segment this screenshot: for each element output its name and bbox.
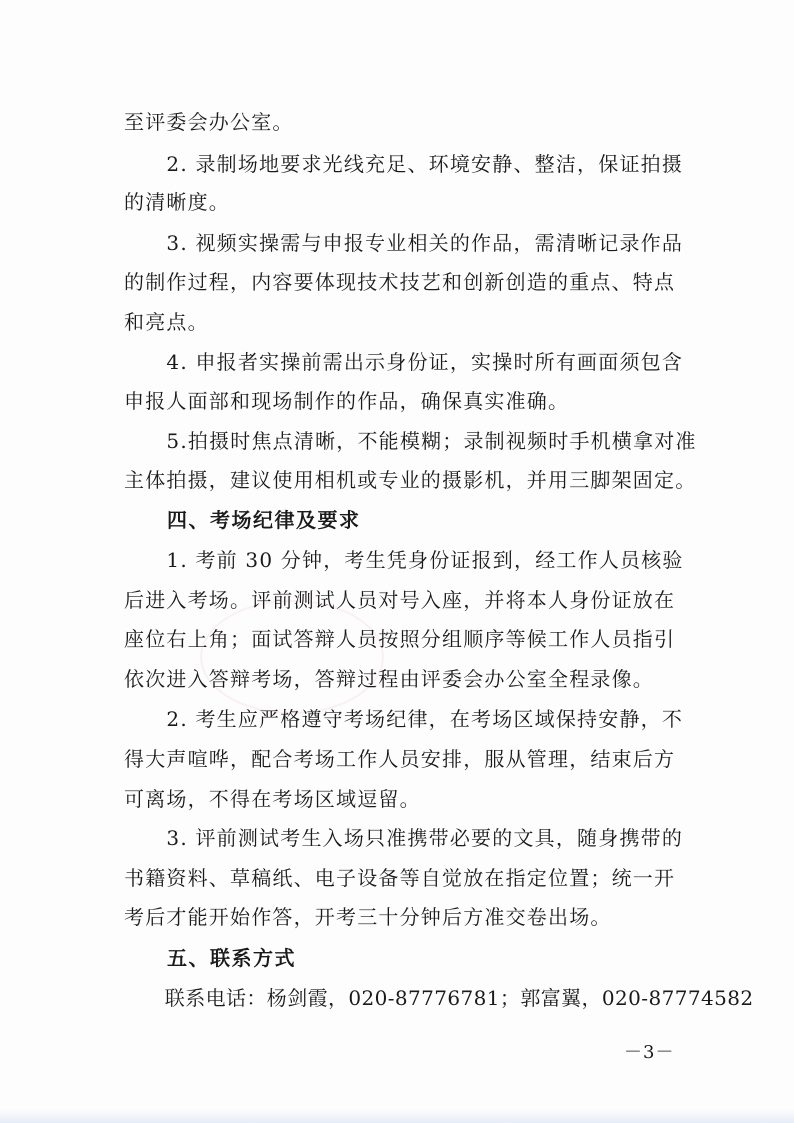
body-line: 可离场，不得在考场区域逗留。 [124, 787, 421, 811]
faint-stamp-mark [200, 600, 384, 714]
page-number: －3－ [624, 1042, 675, 1063]
body-line: 和亮点。 [124, 310, 209, 334]
body-line: 的清晰度。 [124, 190, 230, 214]
body-line: 座位右上角；面试答辩人员按照分组顺序等候工作人员指引 [124, 627, 676, 651]
contact-line: 联系电话：杨剑霞，020-87776781；郭富翼，020-87774582 [124, 986, 754, 1010]
body-line: 书籍资料、草稿纸、电子设备等自觉放在指定位置；统一开 [124, 866, 676, 890]
body-line: 2. 录制场地要求光线充足、环境安静、整洁，保证拍摄 [124, 152, 684, 176]
body-line: 至评委会办公室。 [124, 110, 294, 134]
body-line: 后进入考场。评前测试人员对号入座，并将本人身份证放在 [124, 588, 676, 612]
section-heading: 四、考场纪律及要求 [124, 508, 361, 532]
body-line: 3. 评前测试考生入场只准携带必要的文具，随身携带的 [124, 826, 684, 850]
body-line: 4. 申报者实操前需出示身份证，实操时所有画面须包含 [124, 350, 684, 374]
body-line: 的制作过程，内容要体现技术技艺和创新创造的重点、特点 [124, 270, 676, 294]
section-heading: 五、联系方式 [124, 946, 296, 970]
body-line: 依次进入答辩考场，答辩过程由评委会办公室全程录像。 [124, 667, 654, 691]
body-line: 申报人面部和现场制作的作品，确保真实准确。 [124, 389, 570, 413]
body-line: 5.拍摄时焦点清晰，不能模糊；录制视频时手机横拿对准 [124, 429, 697, 453]
scan-edge-shade [0, 1109, 794, 1123]
body-line: 主体拍摄，建议使用相机或专业的摄影机，并用三脚架固定。 [124, 468, 697, 492]
body-line: 2. 考生应严格遵守考场纪律，在考场区域保持安静，不 [124, 707, 684, 731]
body-line: 得大声喧哗，配合考场工作人员安排，服从管理，结束后方 [124, 747, 676, 771]
body-line: 1. 考前 30 分钟，考生凭身份证报到，经工作人员核验 [124, 548, 684, 572]
body-line: 3. 视频实操需与申报专业相关的作品，需清晰记录作品 [124, 231, 684, 255]
body-line: 考后才能开始作答，开考三十分钟后方准交卷出场。 [124, 905, 612, 929]
